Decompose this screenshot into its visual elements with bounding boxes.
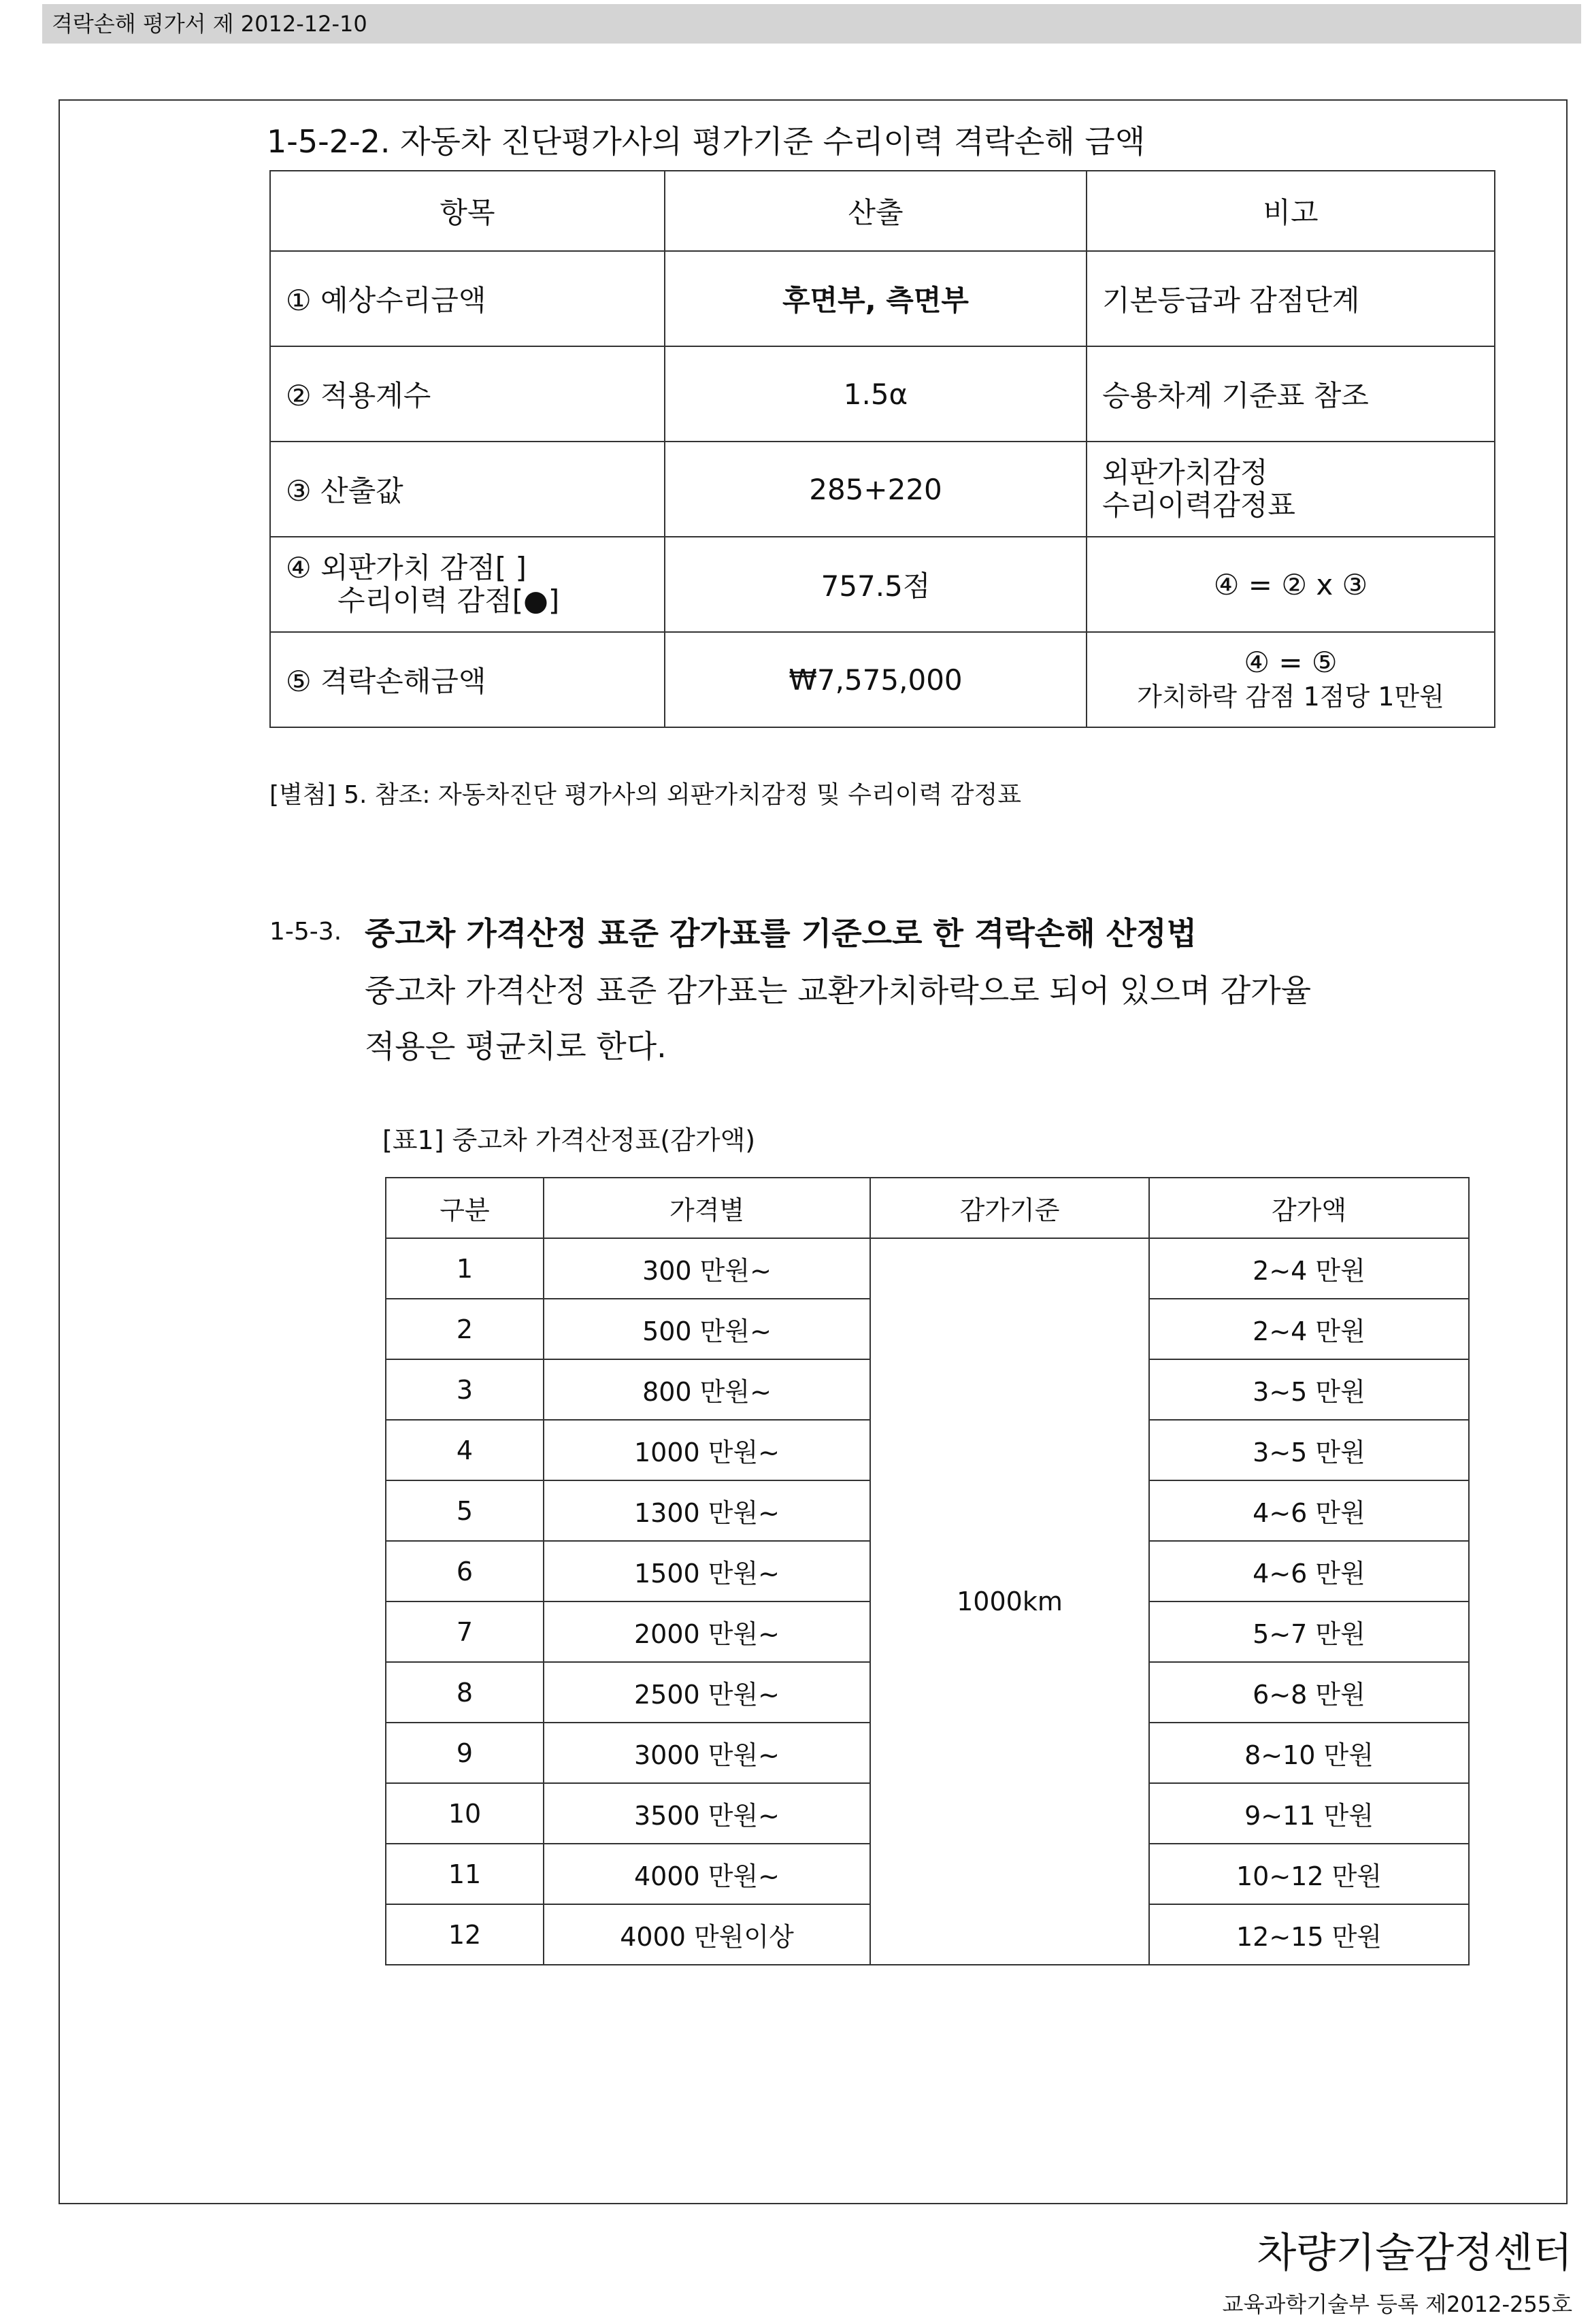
column-header: 항목 bbox=[270, 171, 665, 251]
price-cell: 2500 만원~ bbox=[544, 1662, 870, 1723]
no-cell: 9 bbox=[386, 1723, 544, 1783]
price-cell: 2000 만원~ bbox=[544, 1601, 870, 1662]
amount-cell: 2~4 만원 bbox=[1149, 1299, 1469, 1359]
amount-cell: 10~12 만원 bbox=[1149, 1844, 1469, 1904]
column-header: 구분 bbox=[386, 1178, 544, 1238]
criterion-cell: 1000km bbox=[870, 1238, 1149, 1965]
table-row bbox=[270, 537, 1495, 632]
calc-cell: 후면부, 측면부 bbox=[665, 251, 1087, 346]
price-cell: 1500 만원~ bbox=[544, 1541, 870, 1601]
amount-cell: 6~8 만원 bbox=[1149, 1662, 1469, 1723]
table-header-row bbox=[270, 171, 1495, 251]
note-line: ④ = ⑤ bbox=[1244, 646, 1338, 679]
depreciation-table bbox=[385, 1177, 1470, 1965]
reference-note: [별첨] 5. 참조: 자동차진단 평가사의 외판가치감정 및 수리이력 감정표 bbox=[269, 781, 1022, 809]
column-header: 감가기준 bbox=[870, 1178, 1149, 1238]
price-cell: 800 만원~ bbox=[544, 1359, 870, 1420]
price-cell: 1300 만원~ bbox=[544, 1480, 870, 1541]
organization-name: 차량기술감정센터 bbox=[1257, 2229, 1572, 2277]
column-header: 비고 bbox=[1087, 171, 1495, 251]
no-cell: 5 bbox=[386, 1480, 544, 1541]
price-cell: 300 만원~ bbox=[544, 1238, 870, 1299]
note-cell: ④ = ② x ③ bbox=[1087, 537, 1495, 632]
item-cell: ⑤ 격락손해금액 bbox=[270, 632, 665, 727]
item-line: 수리이력 감점[●] bbox=[337, 584, 560, 617]
note-cell bbox=[1087, 442, 1495, 537]
table-row bbox=[270, 251, 1495, 346]
price-cell: 500 만원~ bbox=[544, 1299, 870, 1359]
no-cell: 2 bbox=[386, 1299, 544, 1359]
amount-cell: 4~6 만원 bbox=[1149, 1541, 1469, 1601]
no-cell: 12 bbox=[386, 1904, 544, 1965]
column-header: 산출 bbox=[665, 171, 1087, 251]
no-cell: 10 bbox=[386, 1783, 544, 1844]
price-cell: 3500 만원~ bbox=[544, 1783, 870, 1844]
amount-cell: 2~4 만원 bbox=[1149, 1238, 1469, 1299]
note-line: 가치하락 감점 1점당 1만원 bbox=[1137, 682, 1444, 712]
amount-cell: 3~5 만원 bbox=[1149, 1420, 1469, 1480]
section-1-5-2-2-title: 1-5-2-2. 자동차 진단평가사의 평가기준 수리이력 격락손해 금액 bbox=[267, 123, 1146, 160]
amount-cell: 8~10 만원 bbox=[1149, 1723, 1469, 1783]
note-cell: 기본등급과 감점단계 bbox=[1087, 251, 1495, 346]
table-caption: [표1] 중고차 가격산정표(감가액) bbox=[382, 1125, 756, 1155]
item-cell: ① 예상수리금액 bbox=[270, 251, 665, 346]
note-line: 외판가치감정 bbox=[1102, 456, 1268, 489]
table-row bbox=[270, 632, 1495, 727]
section-body-line: 적용은 평균치로 한다. bbox=[365, 1028, 667, 1065]
item-cell: ③ 산출값 bbox=[270, 442, 665, 537]
amount-cell: 12~15 만원 bbox=[1149, 1904, 1469, 1965]
no-cell: 6 bbox=[386, 1541, 544, 1601]
item-line: ④ 외판가치 감점[ ] bbox=[286, 551, 527, 584]
amount-cell: 3~5 만원 bbox=[1149, 1359, 1469, 1420]
section-number: 1-5-3. bbox=[269, 918, 342, 946]
amount-cell: 4~6 만원 bbox=[1149, 1480, 1469, 1541]
repair-history-loss-table bbox=[269, 170, 1495, 728]
note-cell: 승용차계 기준표 참조 bbox=[1087, 346, 1495, 442]
note-line: 수리이력감정표 bbox=[1102, 488, 1296, 522]
amount-cell: 5~7 만원 bbox=[1149, 1601, 1469, 1662]
calc-cell: 1.5α bbox=[665, 346, 1087, 442]
registration-number: 교육과학기술부 등록 제2012-255호 bbox=[1222, 2291, 1572, 2317]
page-header: 격락손해 평가서 제 2012-12-10 bbox=[42, 4, 1581, 44]
note-cell bbox=[1087, 632, 1495, 727]
section-body-line: 중고차 가격산정 표준 감가표는 교환가치하락으로 되어 있으며 감가율 bbox=[365, 972, 1311, 1009]
price-cell: 4000 만원이상 bbox=[544, 1904, 870, 1965]
calc-cell: 285+220 bbox=[665, 442, 1087, 537]
column-header: 감가액 bbox=[1149, 1178, 1469, 1238]
no-cell: 8 bbox=[386, 1662, 544, 1723]
amount-cell: 9~11 만원 bbox=[1149, 1783, 1469, 1844]
table-header-row bbox=[386, 1178, 1469, 1238]
no-cell: 11 bbox=[386, 1844, 544, 1904]
table-row bbox=[386, 1238, 1469, 1299]
table-row bbox=[270, 442, 1495, 537]
price-cell: 1000 만원~ bbox=[544, 1420, 870, 1480]
table-row bbox=[270, 346, 1495, 442]
price-cell: 3000 만원~ bbox=[544, 1723, 870, 1783]
calc-cell: ₩7,575,000 bbox=[665, 632, 1087, 727]
item-cell bbox=[270, 537, 665, 632]
no-cell: 3 bbox=[386, 1359, 544, 1420]
calc-cell: 757.5점 bbox=[665, 537, 1087, 632]
no-cell: 7 bbox=[386, 1601, 544, 1662]
price-cell: 4000 만원~ bbox=[544, 1844, 870, 1904]
column-header: 가격별 bbox=[544, 1178, 870, 1238]
no-cell: 1 bbox=[386, 1238, 544, 1299]
section-title: 중고차 가격산정 표준 감가표를 기준으로 한 격락손해 산정법 bbox=[365, 915, 1197, 952]
item-cell: ② 적용계수 bbox=[270, 346, 665, 442]
no-cell: 4 bbox=[386, 1420, 544, 1480]
